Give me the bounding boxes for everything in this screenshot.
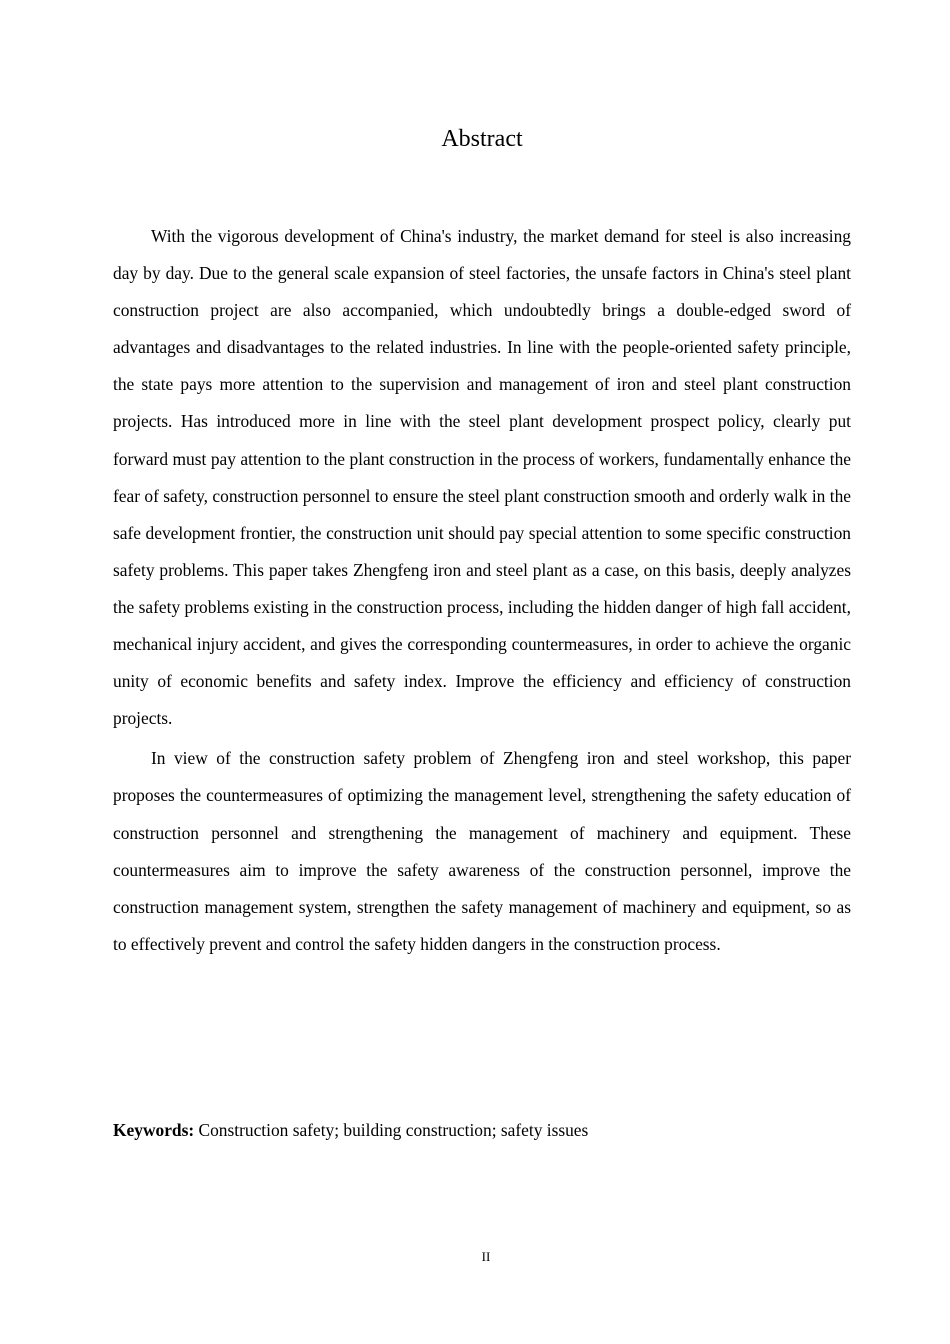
- keywords-text: Construction safety; building construction; safety issues: [194, 1120, 589, 1140]
- abstract-paragraph-2: In view of the construction safety problem of Zhengfeng iron and steel workshop, this paper proposes the countermeasures of optimizing the management level, strengthening the safety education of construction personnel and strengthening the management of machinery and equipment. These countermeasures aim to improve the safety awareness of the construction personnel, improve the construction management system, strengthen the safety management of machinery and equipment, so as to effectively prevent and control the safety hidden dangers in the construction process.: [113, 748, 851, 954]
- keywords-label: Keywords:: [113, 1120, 195, 1140]
- abstract-title: Abstract: [441, 126, 523, 152]
- abstract-paragraph-1: With the vigorous development of China's industry, the market demand for steel is also increasing day by day. Due to the general scale expansion of steel factories, the unsafe factors in China's steel plant construction project are also accompanied, which undoubtedly brings a double-edged sword of advantages and disadvantages to the related industries. In line with the people-oriented safety principle, the state pays more attention to the supervision and management of iron and steel plant construction projects. Has introduced more in line with the steel plant development prospect policy, clearly put forward must pay attention to the plant construction in the process of workers, fundamentally enhance the fear of safety, construction personnel to ensure the steel plant construction smooth and orderly walk in the safe development frontier, the construction unit should pay special attention to some specific construction safety problems. This paper takes Zhengfeng iron and steel plant as a case, on this basis, deeply analyzes the safety problems existing in the construction process, including the hidden danger of high fall accident, mechanical injury accident, and gives the corresponding countermeasures, in order to achieve the organic unity of economic benefits and safety index. Improve the efficiency and efficiency of construction projects.: [113, 226, 851, 729]
- page-number: II: [481, 1249, 491, 1264]
- keywords-line: [113, 1116, 851, 1144]
- abstract-body: [113, 218, 851, 966]
